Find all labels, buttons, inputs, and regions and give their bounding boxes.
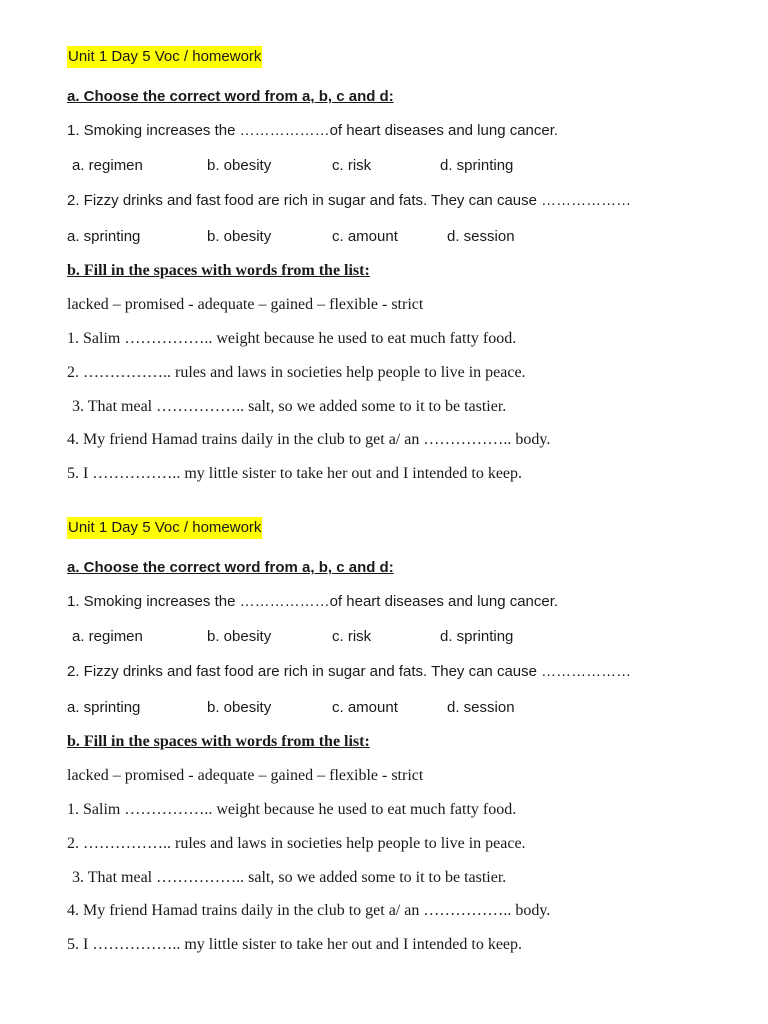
sentence-3: 3. That meal …………….. salt, so we added some to it to be tastier. — [72, 869, 507, 886]
worksheet-title: Unit 1 Day 5 Voc / homework — [67, 49, 262, 64]
word-list: lacked – promised - adequate – gained – flexible - strict — [67, 296, 424, 313]
sentence-5: 5. I …………….. my little sister to take her out and I intended to keep. — [67, 465, 523, 482]
q2-option-d: d. session — [447, 699, 515, 716]
sentence-2: 2. …………….. rules and laws in societies help people to live in peace. — [67, 835, 526, 852]
q1-option-d: d. sprinting — [440, 628, 514, 645]
sentence-5: 5. I …………….. my little sister to take her out and I intended to keep. — [67, 936, 523, 953]
sentence-4: 4. My friend Hamad trains daily in the club to get a/ an …………….. body. — [67, 431, 551, 448]
q2-option-b: b. obesity — [207, 699, 272, 716]
question-1-text: 1. Smoking increases the ………………of heart diseases and lung cancer. — [67, 593, 559, 610]
question-2-text: 2. Fizzy drinks and fast food are rich in sugar and fats. They can cause ……………… — [67, 663, 632, 680]
worksheet-title: Unit 1 Day 5 Voc / homework — [67, 520, 262, 535]
q1-option-a: a. regimen — [72, 628, 143, 645]
part-a-heading: a. Choose the correct word from a, b, c and d: — [67, 559, 394, 576]
q1-option-d: d. sprinting — [440, 157, 514, 174]
sentence-1: 1. Salim …………….. weight because he used to eat much fatty food. — [67, 801, 517, 818]
question-2-text: 2. Fizzy drinks and fast food are rich in sugar and fats. They can cause ……………… — [67, 192, 632, 209]
q2-option-a: a. sprinting — [67, 228, 141, 245]
q1-option-b: b. obesity — [207, 628, 272, 645]
question-1-text: 1. Smoking increases the ………………of heart diseases and lung cancer. — [67, 122, 559, 139]
word-list: lacked – promised - adequate – gained – flexible - strict — [67, 767, 424, 784]
part-b-heading: b. Fill in the spaces with words from the list: — [67, 262, 370, 279]
sentence-4: 4. My friend Hamad trains daily in the club to get a/ an …………….. body. — [67, 902, 551, 919]
sentence-2: 2. …………….. rules and laws in societies help people to live in peace. — [67, 364, 526, 381]
q1-option-b: b. obesity — [207, 157, 272, 174]
q1-option-c: c. risk — [332, 628, 372, 645]
q2-option-d: d. session — [447, 228, 515, 245]
sentence-1: 1. Salim …………….. weight because he used to eat much fatty food. — [67, 330, 517, 347]
q2-option-c: c. amount — [332, 699, 398, 716]
part-a-heading: a. Choose the correct word from a, b, c and d: — [67, 88, 394, 105]
q1-option-a: a. regimen — [72, 157, 143, 174]
part-b-heading: b. Fill in the spaces with words from the list: — [67, 733, 370, 750]
q2-option-b: b. obesity — [207, 228, 272, 245]
q1-option-c: c. risk — [332, 157, 372, 174]
q2-option-a: a. sprinting — [67, 699, 141, 716]
q2-option-c: c. amount — [332, 228, 398, 245]
sentence-3: 3. That meal …………….. salt, so we added some to it to be tastier. — [72, 398, 507, 415]
